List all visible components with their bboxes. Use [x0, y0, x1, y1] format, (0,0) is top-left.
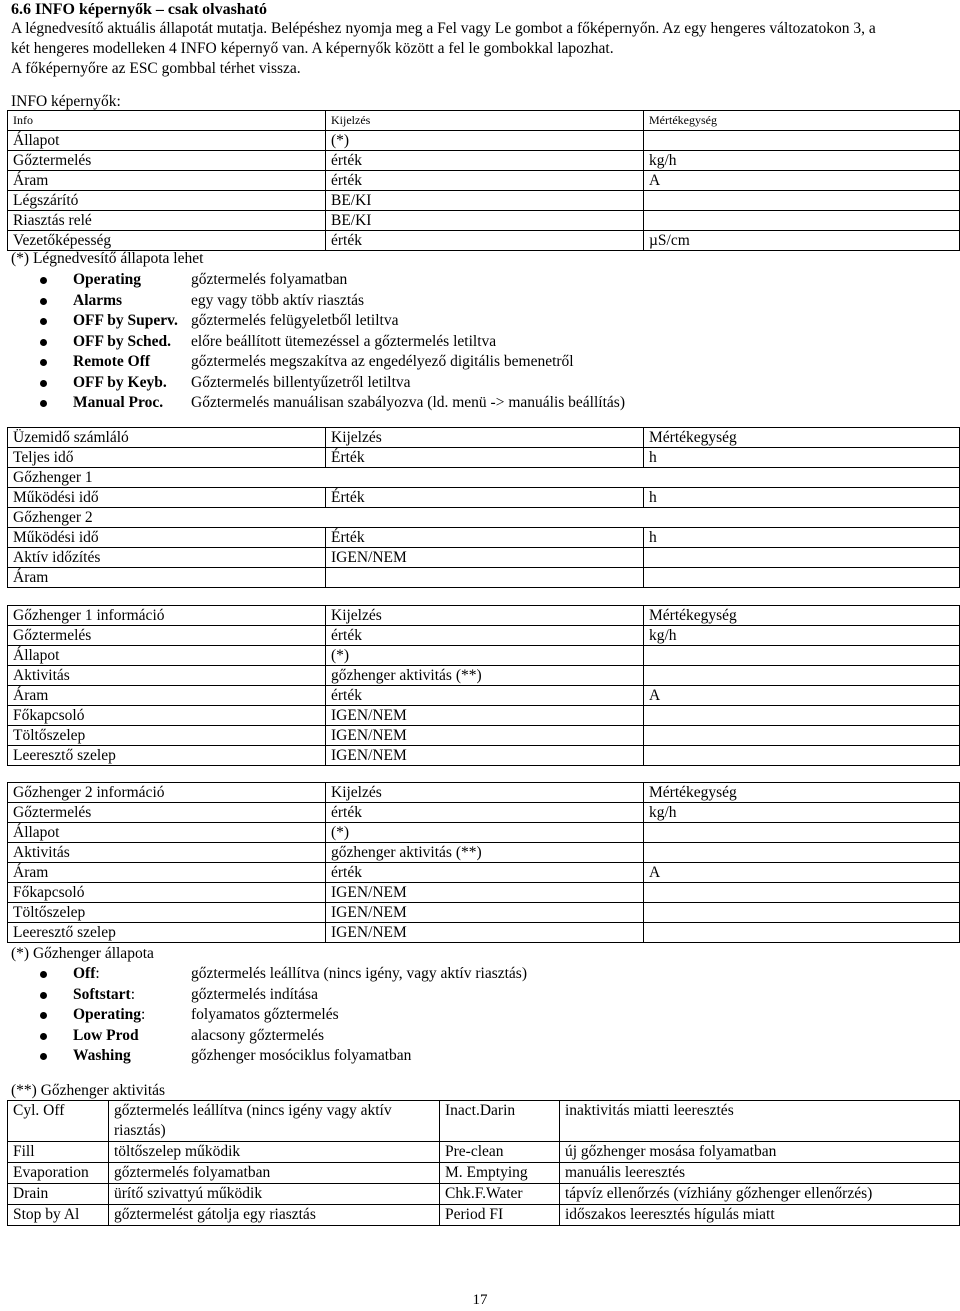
table-cell [644, 903, 960, 923]
table-cell: Érték [326, 528, 644, 548]
table-row [8, 746, 960, 766]
table-cell: érték [326, 231, 644, 251]
table-cell: Állapot [8, 646, 326, 666]
table-cell: BE/KI [326, 211, 644, 231]
table-row [8, 151, 960, 171]
table-cell: Áram [8, 863, 326, 883]
table-cell [644, 666, 960, 686]
list-term [73, 1046, 131, 1067]
table-header-row [8, 428, 960, 448]
table-cell: Főkapcsoló [8, 706, 326, 726]
list-term [73, 1005, 145, 1026]
table-cell: Működési idő [8, 528, 326, 548]
table-cell [644, 548, 960, 568]
list-term [73, 1026, 139, 1047]
table-cell: Töltőszelep [8, 726, 326, 746]
table-cell: Pre-clean [440, 1142, 560, 1163]
table-cell: IGEN/NEM [326, 746, 644, 766]
table-cell [644, 131, 960, 151]
list-desc: Gőztermelés billentyűzetről letiltva [191, 373, 411, 391]
header-cell: Kijelzés [326, 111, 644, 131]
table-cell: Gőzhenger 1 [8, 468, 326, 488]
table-cell: Érték [326, 448, 644, 468]
term-text: Low Prod [73, 1026, 139, 1044]
table-cell: Fill [8, 1142, 109, 1163]
table-cell: (*) [326, 823, 644, 843]
table-cell: Vezetőképesség [8, 231, 326, 251]
header-cell: Mértékegység [644, 783, 960, 803]
list-desc: Gőztermelés manuálisan szabályozva (ld. menü -> manuális beállítás) [191, 394, 625, 411]
table-cell: Töltőszelep [8, 903, 326, 923]
table-cell: érték [326, 151, 644, 171]
table-cell: kg/h [644, 151, 960, 171]
list-desc: gőzhenger mosóciklus folyamatban [191, 1047, 412, 1064]
table-row [8, 488, 960, 508]
table-cell: IGEN/NEM [326, 923, 644, 943]
table-cell: IGEN/NEM [326, 883, 644, 903]
bullet-icon [40, 318, 47, 325]
list-desc: folyamatos gőztermelés [191, 1006, 339, 1023]
table-cell: inaktivitás miatti leeresztés [560, 1101, 960, 1142]
table-cell: Drain [8, 1184, 109, 1205]
table-cell: A [644, 686, 960, 706]
list-desc: gőztermelés folyamatban [191, 271, 348, 288]
table-row [8, 231, 960, 251]
cylinder-state-label: (*) Gőzhenger állapota [11, 945, 154, 962]
cylinder-activity-label: (**) Gőzhenger aktivitás [11, 1082, 166, 1099]
table-row [8, 1101, 960, 1142]
list-desc: előre beállított ütemezéssel a gőztermelés letiltva [191, 332, 497, 350]
table-row [8, 191, 960, 211]
table-row [8, 883, 960, 903]
table-cell: tápvíz ellenőrzés (vízhiány gőzhenger ellenőrzés) [560, 1184, 960, 1205]
table-row [8, 508, 960, 528]
table-cell: ürítő szivattyú működik [109, 1184, 440, 1205]
header-cell: Mértékegység [644, 111, 960, 131]
term-text: Washing [73, 1047, 131, 1064]
table-cell: IGEN/NEM [326, 548, 644, 568]
info-table [7, 110, 960, 251]
table-row [8, 448, 960, 468]
table-row [8, 803, 960, 823]
list-term: Operating [73, 271, 142, 288]
table-row [8, 863, 960, 883]
table-header-row [8, 783, 960, 803]
table-cell: töltőszelep működik [109, 1142, 440, 1163]
table-cell: Inact.Darin [440, 1101, 560, 1142]
list-term: OFF by Superv. [73, 312, 178, 329]
table-cell: (*) [326, 646, 644, 666]
table-cell: gőzhenger aktivitás (**) [326, 843, 644, 863]
table-row [8, 843, 960, 863]
table-cell: Aktivitás [8, 666, 326, 686]
table-cell [644, 883, 960, 903]
table-cell: Gőztermelés [8, 151, 326, 171]
table-row [8, 686, 960, 706]
table-cell: IGEN/NEM [326, 706, 644, 726]
table-cell [644, 211, 960, 231]
term-suffix: : [130, 985, 135, 1003]
list-term: OFF by Sched. [73, 332, 172, 350]
table-row [8, 903, 960, 923]
table-row [8, 626, 960, 646]
table-cell: manuális leeresztés [560, 1163, 960, 1184]
table-row [8, 923, 960, 943]
bullet-icon [40, 971, 47, 978]
table-cell: A [644, 863, 960, 883]
table-cell: érték [326, 171, 644, 191]
table-row [8, 666, 960, 686]
table-cell: IGEN/NEM [326, 726, 644, 746]
table-cell: érték [326, 686, 644, 706]
header-cell: Kijelzés [326, 783, 644, 803]
table-cell [644, 646, 960, 666]
table-row [8, 706, 960, 726]
list-term: Manual Proc. [73, 394, 164, 411]
table-header-row [8, 606, 960, 626]
intro-paragraph [11, 19, 951, 79]
table-cell [644, 746, 960, 766]
table-cell: A [644, 171, 960, 191]
table-cell [644, 823, 960, 843]
table-cell [644, 923, 960, 943]
table-cell: Gőztermelés [8, 626, 326, 646]
header-cell: Mértékegység [644, 606, 960, 626]
humidifier-state-label: (*) Légnedvesítő állapota lehet [11, 250, 204, 267]
info-screens-label: INFO képernyők: [11, 93, 121, 110]
table-cell: Period FI [440, 1205, 560, 1226]
table-cell: új gőzhenger mosása folyamatban [560, 1142, 960, 1163]
list-desc: gőztermelés leállítva (nincs igény, vagy aktív riasztás) [191, 965, 527, 982]
bullet-icon [40, 400, 47, 407]
table-cell: M. Emptying [440, 1163, 560, 1184]
table-cell: gőzhenger aktivitás (**) [326, 666, 644, 686]
list-term: Alarms [73, 291, 123, 309]
term-suffix: : [141, 1006, 146, 1023]
bullet-icon [40, 298, 47, 305]
table-cell: Állapot [8, 823, 326, 843]
table-cell [644, 706, 960, 726]
list-term [73, 985, 135, 1006]
term-text: Off [73, 965, 96, 982]
table-header-row [8, 111, 960, 131]
header-cell: Mértékegység [644, 428, 960, 448]
list-term: OFF by Keyb. [73, 373, 167, 391]
table-row [8, 171, 960, 191]
table-cell: kg/h [644, 803, 960, 823]
table-cell: gőztermelés folyamatban [109, 1163, 440, 1184]
table-cell: érték [326, 803, 644, 823]
table-cell: érték [326, 626, 644, 646]
table-cell [644, 468, 960, 488]
list-desc: gőztermelés megszakítva az engedélyező digitális bemenetről [191, 353, 574, 370]
header-cell: Üzemidő számláló [8, 428, 326, 448]
table-cell: Főkapcsoló [8, 883, 326, 903]
table-cell: Működési idő [8, 488, 326, 508]
table-cell [644, 843, 960, 863]
bullet-icon [40, 992, 47, 999]
table-cell: Chk.F.Water [440, 1184, 560, 1205]
header-cell: Gőzhenger 1 információ [8, 606, 326, 626]
table-cell: h [644, 448, 960, 468]
intro-line: két hengeres modelleken 4 INFO képernyő van. A képernyők között a fel le gombokkal lapozhat. [11, 40, 614, 57]
table-cell: Állapot [8, 131, 326, 151]
bullet-icon [40, 359, 47, 366]
table-cell: µS/cm [644, 231, 960, 251]
list-desc: egy vagy több aktív riasztás [191, 291, 365, 309]
term-text: Softstart [73, 985, 131, 1003]
bullet-icon [40, 277, 47, 284]
table-row [8, 131, 960, 151]
table-row [8, 211, 960, 231]
table-cell: Leeresztő szelep [8, 923, 326, 943]
cylinder-activity-table [7, 1100, 960, 1226]
table-cell: (*) [326, 131, 644, 151]
list-term: Remote Off [73, 353, 151, 370]
table-cell: Légszárító [8, 191, 326, 211]
table-cell: Áram [8, 686, 326, 706]
table-cell: Teljes idő [8, 448, 326, 468]
table-row [8, 1163, 960, 1184]
bullet-icon [40, 1012, 47, 1019]
list-term [73, 964, 100, 985]
header-cell: Info [8, 111, 326, 131]
cylinder1-info-table [7, 605, 960, 766]
bullet-icon [40, 339, 47, 346]
term-suffix: : [95, 965, 100, 982]
intro-line: A légnedvesítő aktuális állapotát mutatja. Belépéshez nyomja meg a Fel vagy Le gombot a főképernyőn. Az egy hengeres változatokon 3, a [11, 20, 876, 37]
table-cell: kg/h [644, 626, 960, 646]
table-row [8, 646, 960, 666]
table-cell [644, 508, 960, 528]
table-row [8, 1142, 960, 1163]
table-cell: érték [326, 863, 644, 883]
table-cell: Áram [8, 568, 326, 588]
table-row [8, 1205, 960, 1226]
table-cell: Evaporation [8, 1163, 109, 1184]
table-row [8, 548, 960, 568]
cylinder2-info-table [7, 782, 960, 943]
bullet-icon [40, 380, 47, 387]
page-number: 17 [472, 1292, 488, 1308]
header-cell: Gőzhenger 2 információ [8, 783, 326, 803]
table-cell: Stop by Al [8, 1205, 109, 1226]
intro-line: A főképernyőre az ESC gombbal térhet vissza. [11, 60, 301, 77]
table-cell: Érték [326, 488, 644, 508]
header-cell: Kijelzés [326, 428, 644, 448]
list-desc: alacsony gőztermelés [191, 1026, 324, 1044]
table-cell: Gőztermelés [8, 803, 326, 823]
table-cell [326, 568, 644, 588]
table-cell: Aktív időzítés [8, 548, 326, 568]
table-row [8, 823, 960, 843]
bullet-icon [40, 1033, 47, 1040]
table-cell: BE/KI [326, 191, 644, 211]
list-desc: gőztermelés indítása [191, 985, 318, 1003]
term-text: Operating [73, 1006, 142, 1023]
table-row [8, 726, 960, 746]
table-cell: h [644, 488, 960, 508]
section-heading: 6.6 INFO képernyők – csak olvasható [11, 1, 268, 18]
header-cell: Kijelzés [326, 606, 644, 626]
table-cell [326, 508, 644, 528]
table-cell: időszakos leeresztés hígulás miatt [560, 1205, 960, 1226]
table-cell: IGEN/NEM [326, 903, 644, 923]
table-row [8, 1184, 960, 1205]
table-cell: gőztermelést gátolja egy riasztás [109, 1205, 440, 1226]
list-desc: gőztermelés felügyeletből letiltva [191, 312, 399, 329]
table-cell: Aktivitás [8, 843, 326, 863]
table-cell [326, 468, 644, 488]
table-cell: h [644, 528, 960, 548]
table-cell: Leeresztő szelep [8, 746, 326, 766]
table-cell: gőztermelés leállítva (nincs igény vagy aktív riasztás) [109, 1101, 440, 1142]
table-cell [644, 568, 960, 588]
table-row [8, 528, 960, 548]
table-cell: Gőzhenger 2 [8, 508, 326, 528]
table-row [8, 568, 960, 588]
table-cell: Áram [8, 171, 326, 191]
table-cell: Riasztás relé [8, 211, 326, 231]
operating-hours-table [7, 427, 960, 588]
table-cell: Cyl. Off [8, 1101, 109, 1142]
table-cell [644, 191, 960, 211]
bullet-icon [40, 1053, 47, 1060]
table-row [8, 468, 960, 488]
table-cell [644, 726, 960, 746]
